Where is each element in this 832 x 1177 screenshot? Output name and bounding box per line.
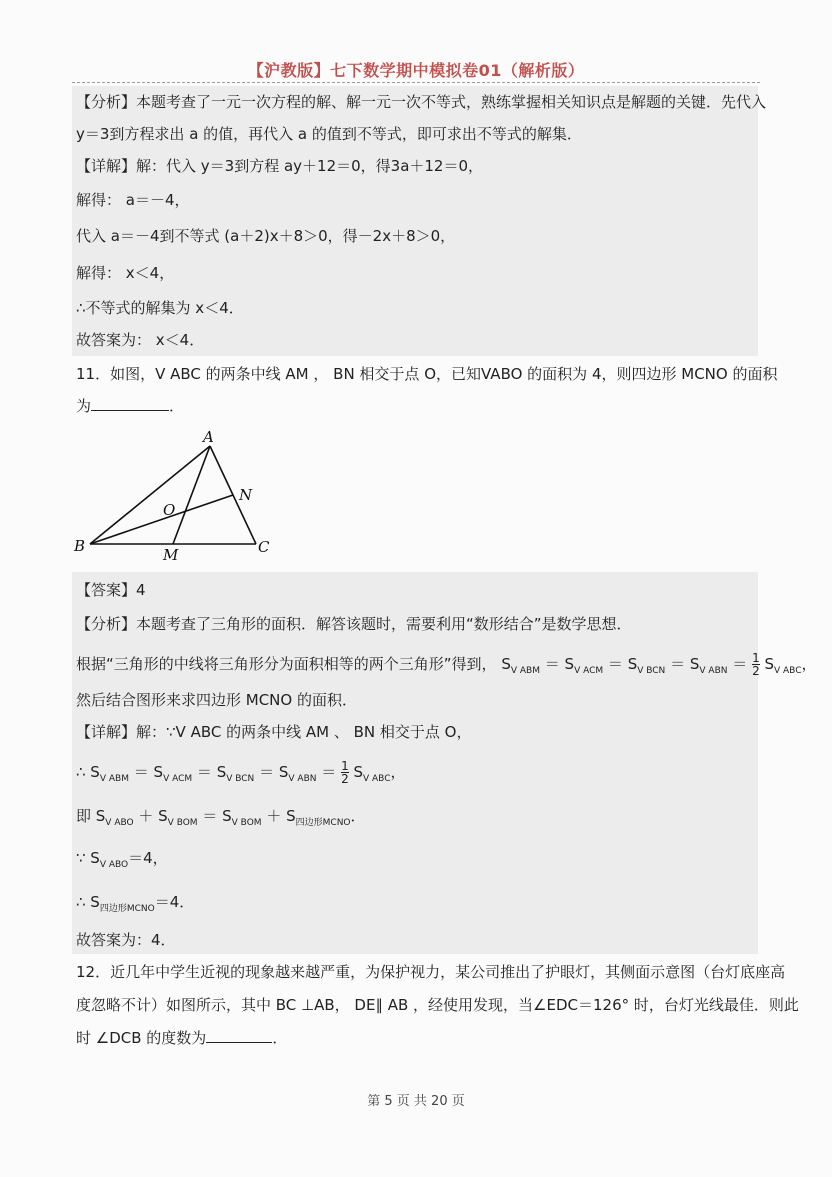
- sub-abc: V ABC: [363, 774, 391, 784]
- q10-analysis-line1: 【分析】本题考查了一元一次方程的解、解一元一次不等式，熟练掌握相关知识点是解题的关键．先代入: [76, 93, 767, 111]
- sub-acm: V ACM: [574, 666, 604, 676]
- q11-analysis-line1: 【分析】本题考查了三角形的面积．解答该题时，需要利用“数形结合”是数学思想．: [76, 615, 632, 633]
- sub-abn: V ABN: [699, 666, 728, 676]
- because-s: ∵ S: [76, 849, 100, 867]
- eq-sign: ＝: [321, 763, 337, 781]
- page-header: 【沪教版】七下数学期中模拟卷01（解析版）: [247, 61, 585, 80]
- triangle-figure: [70, 424, 280, 564]
- fraction-num: 1: [341, 759, 349, 773]
- sub-bom: V BOM: [231, 818, 262, 828]
- label-n: N: [239, 486, 253, 504]
- therefore-s: ∴ S: [76, 763, 100, 781]
- equals-four-end: ＝4．: [154, 893, 195, 911]
- sub-quad: 四边形MCNO: [295, 818, 351, 828]
- fraction-num: 1: [752, 651, 760, 665]
- period: ．: [350, 807, 366, 825]
- eq-sign: ＝: [133, 763, 149, 781]
- sub-abm: V ABM: [510, 666, 540, 676]
- sub-abo: V ABO: [99, 860, 129, 870]
- q11-detail-line1: 【详解】解：∵V ABC 的两条中线 AM 、 BN 相交于点 O，: [76, 723, 472, 741]
- q12-stem-line3: [76, 1028, 287, 1048]
- answer-blank: [91, 396, 169, 411]
- therefore-s: ∴ S: [76, 893, 100, 911]
- label-c: C: [258, 538, 270, 556]
- q12-stem-line2: 度忽略不计）如图所示，其中 BC ⊥AB， DE∥ AB ，经使用发现，当∠EDC＝126° 时，台灯光线最佳．则此: [76, 996, 799, 1014]
- q11-stem-line2: [76, 396, 184, 416]
- q10-detail-line3: 代入 a＝－4到不等式 (a＋2)x＋8＞0，得－2x＋8＞0，: [76, 227, 456, 245]
- fraction-half: [341, 760, 349, 785]
- q11-analysis-line2: 根据“三角形的中线将三角形分为面积相等的两个三角形”得到， $S_{V ABM} = S_{V ACM} = S_{V BCN} = S_{V ABN} = \frac{1}{2}$ $S_{V ABC}$，: [76, 651, 817, 678]
- q10-detail-line1: 【详解】解：代入 y＝3到方程 ay＋12＝0，得3a＋12＝0，: [76, 157, 484, 175]
- plus-sign: ＋: [266, 807, 282, 825]
- q11-stem-prefix: 为: [76, 397, 92, 415]
- median-bn: [90, 495, 233, 544]
- label-o: O: [163, 501, 176, 519]
- eq-sign: ＝: [732, 655, 748, 673]
- sub-abm: V ABM: [99, 774, 129, 784]
- label-a: A: [203, 428, 214, 446]
- q10-detail-line4: 解得： x＜4，: [76, 264, 175, 282]
- q11-stem-line1: 11．如图，V ABC 的两条中线 AM ， BN 相交于点 O，已知VABO 的面积为 4，则四边形 MCNO 的面积: [76, 365, 778, 383]
- q10-analysis-line2: y＝3到方程求出 a 的值，再代入 a 的值到不等式，即可求出不等式的解集．: [76, 125, 582, 143]
- fraction-den: 2: [341, 772, 349, 786]
- fraction-half: [752, 652, 760, 677]
- sub-quad: 四边形MCNO: [99, 904, 155, 914]
- q10-detail-line5: ∴不等式的解集为 x＜4．: [76, 299, 244, 317]
- sub-abo: V ABO: [105, 818, 134, 828]
- label-m: M: [163, 546, 179, 564]
- sub-bcn: V BCN: [637, 666, 666, 676]
- q11-answer-tag: 【答案】4: [76, 581, 146, 599]
- q11-stem-end: ．: [169, 397, 185, 415]
- page-footer: 第 5 页 共 20 页: [367, 1094, 465, 1109]
- sub-abc: V ABC: [774, 666, 802, 676]
- sub-abn: V ABN: [288, 774, 317, 784]
- q12-stem-line1: 12．近几年中学生近视的现象越来越严重，为保护视力，某公司推出了护眼灯，其侧面示意图（台灯底座高: [76, 963, 786, 981]
- eq-sign: ＝: [607, 655, 623, 673]
- q10-answer: 故答案为： x＜4．: [76, 331, 205, 349]
- q11-analysis-line3: 然后结合图形来求四边形 MCNO 的面积．: [76, 691, 357, 709]
- ji-s: 即 S: [76, 807, 106, 825]
- eq-sign: ＝: [259, 763, 275, 781]
- comma: ，: [390, 763, 406, 781]
- sub-bom: V BOM: [167, 818, 198, 828]
- fraction-den: 2: [752, 664, 760, 678]
- comma: ，: [801, 655, 817, 673]
- label-b: B: [74, 537, 86, 555]
- q11-detail-line3: 即 $S_{V ABO} + S_{V BOM} = S_{V BOM} + S_{四边形MCNO}$．: [76, 807, 366, 828]
- q12-stem-end: ．: [272, 1029, 288, 1047]
- eq-sign: ＝: [202, 807, 218, 825]
- answer-blank: [206, 1028, 272, 1043]
- q11-answer: 故答案为：4．: [76, 931, 176, 949]
- q11-detail-line5: [76, 892, 194, 919]
- sub-bcn: V BCN: [226, 774, 255, 784]
- q12-stem-prefix: 时 ∠DCB 的度数为: [76, 1029, 207, 1047]
- q11-detail-line2: ∴ $S_{V ABM} = S_{V ACM} = S_{V BCN} = S_{V ABN} = \frac{1}{2}$ $S_{V ABC}$，: [76, 759, 406, 786]
- eq-sign: ＝: [196, 763, 212, 781]
- q11-analysis-text: 根据“三角形的中线将三角形分为面积相等的两个三角形”得到， S: [76, 655, 511, 673]
- q11-detail-line4: [76, 848, 168, 875]
- q10-detail-line2: 解得： a＝－4，: [76, 191, 190, 209]
- plus-sign: ＋: [138, 807, 154, 825]
- sub-acm: V ACM: [163, 774, 193, 784]
- equals-four: ＝4，: [128, 849, 168, 867]
- eq-sign: ＝: [670, 655, 686, 673]
- header-divider: [72, 82, 760, 83]
- eq-sign: ＝: [544, 655, 560, 673]
